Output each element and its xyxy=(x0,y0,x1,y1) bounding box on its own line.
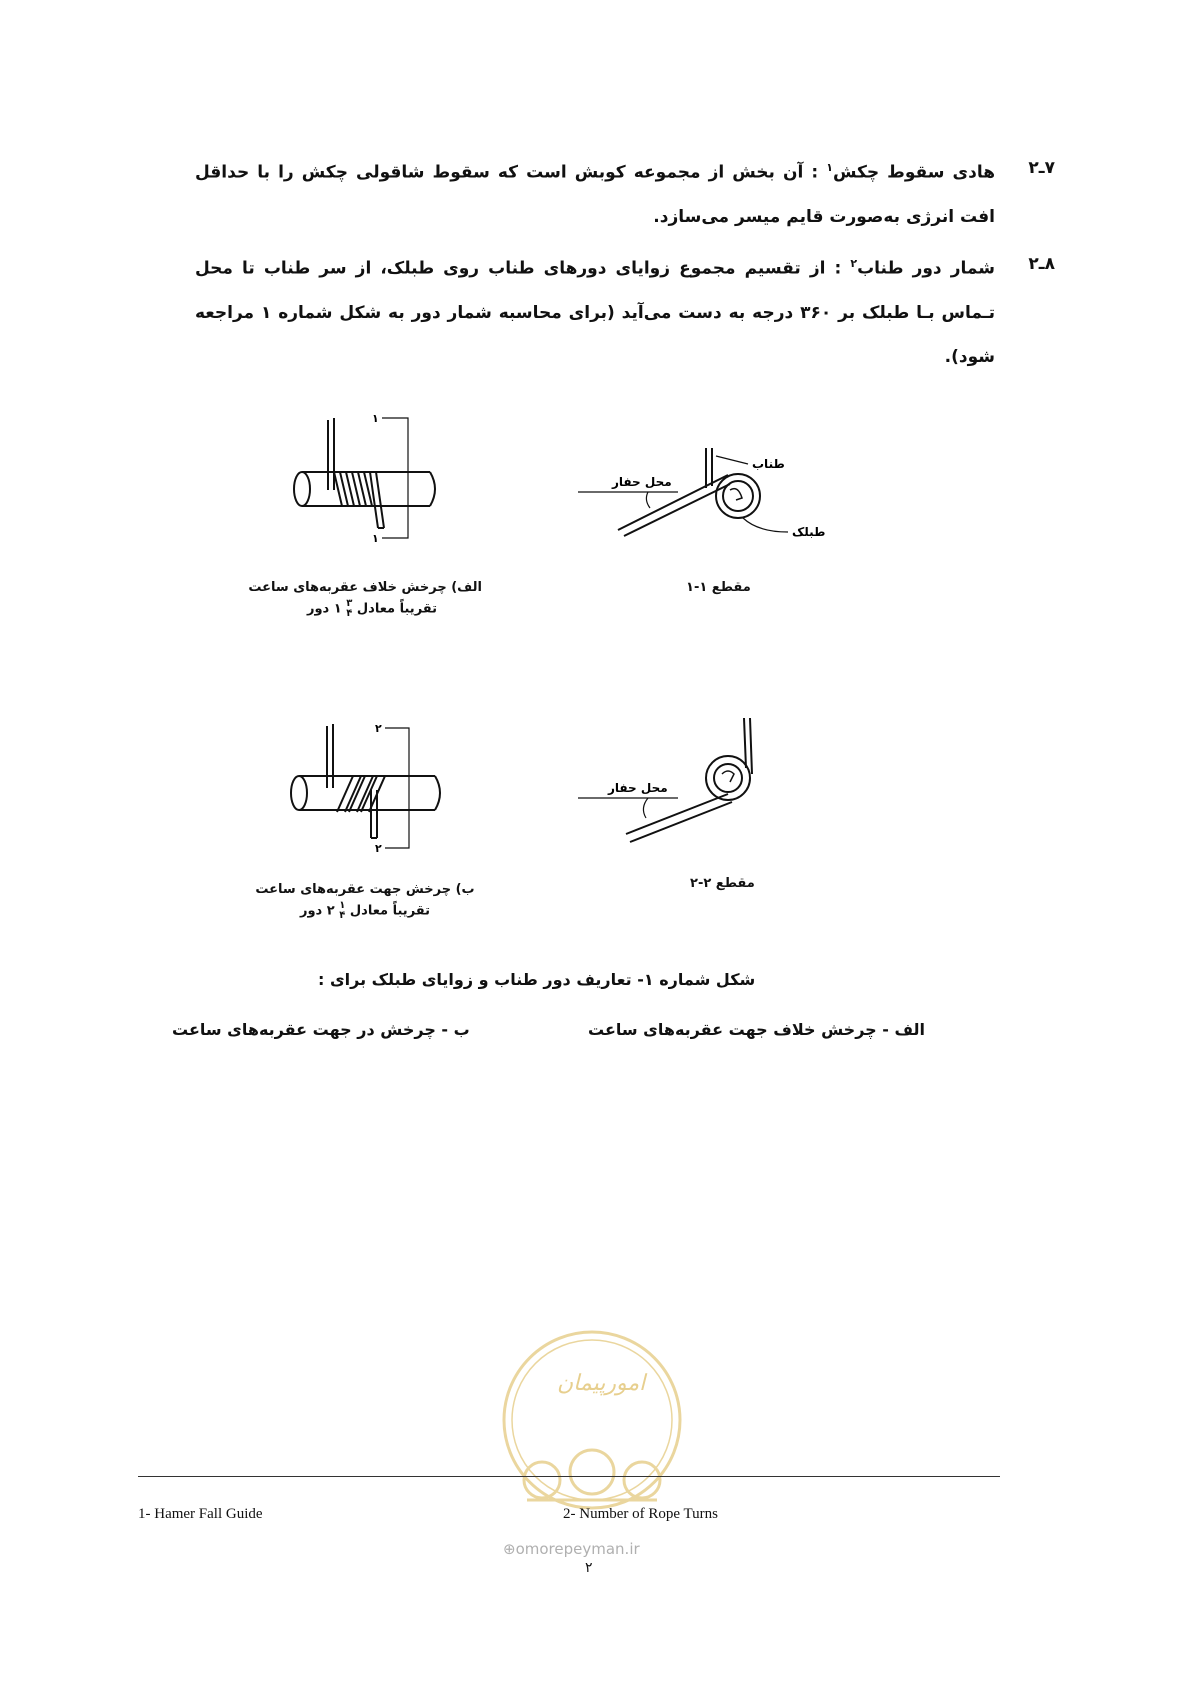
page-number: ۲ xyxy=(585,1560,593,1576)
section-number: ۷ـ۲ xyxy=(1028,158,1055,178)
globe-icon: ⊕ xyxy=(503,1540,516,1558)
figure-a-unit: دور xyxy=(306,601,330,617)
dig-label: محل حفار xyxy=(612,475,672,489)
watermark-logo xyxy=(497,1320,687,1535)
fraction-numerator: ۳ xyxy=(346,598,353,609)
figure-a-label-line1: الف) چرخش خلاف عقربه‌های ساعت xyxy=(248,580,482,595)
figure-a-fraction xyxy=(346,599,352,619)
figure-a-label-line2: تقریباً معادل xyxy=(356,601,438,617)
footnote-ref: ۱ xyxy=(826,161,833,174)
figure-a-section-view xyxy=(578,440,848,550)
definition-text: : آن بخش از مجموعه کوبش است که سقوط شاقولی چکش را با حداقل افت انرژی به‌صورت قایم میسر می‌سازد. xyxy=(195,162,995,227)
figure-caption: شکل شماره ۱- تعاریف دور طناب و زوایای طبلک برای : xyxy=(318,970,756,989)
watermark-logo-text: امورپیمان xyxy=(557,1371,646,1396)
figure-b-whole: ۲ xyxy=(326,903,335,919)
footnote-1: 1- Hamer Fall Guide xyxy=(138,1506,263,1522)
figure-b-label-line2: تقریباً معادل xyxy=(349,903,431,919)
term: هادی سقوط چکش xyxy=(832,162,995,183)
definition-hammer-fall-guide xyxy=(195,146,1055,239)
section-mark-top: ۱ xyxy=(372,412,379,425)
figure-a-label xyxy=(248,580,482,619)
figure-a-whole: ۱ xyxy=(333,601,342,617)
definition-rope-turns xyxy=(195,242,1055,379)
section-mark-top: ۲ xyxy=(375,722,382,735)
footnote-2: 2- Number of Rope Turns xyxy=(563,1506,719,1522)
figure-b-fraction xyxy=(339,901,345,921)
figure-b-unit: دور xyxy=(299,903,323,919)
footnote-ref: ۲ xyxy=(850,257,858,270)
fraction-denominator: ۴ xyxy=(346,608,353,619)
section-2-label: مقطع ۲-۲ xyxy=(690,876,755,891)
section-1-label: مقطع ۱-۱ xyxy=(686,580,751,595)
footnote-separator xyxy=(138,1476,1000,1477)
section-number: ۸ـ۲ xyxy=(1028,254,1055,274)
dig-label: محل حفار xyxy=(608,781,668,795)
drum-label: طبلک xyxy=(792,525,826,539)
figure-legend-b: ب - چرخش در جهت عقربه‌های ساعت xyxy=(172,1020,470,1039)
watermark-text xyxy=(503,1540,640,1558)
term: شمار دور طناب xyxy=(857,258,995,279)
figure-b-label-line1: ب) چرخش جهت عقربه‌های ساعت xyxy=(255,882,475,897)
figure-legend-a: الف - چرخش خلاف جهت عقربه‌های ساعت xyxy=(588,1020,926,1039)
figure-b-side-view xyxy=(285,720,455,870)
section-mark-bottom: ۱ xyxy=(372,532,379,545)
fraction-denominator: ۴ xyxy=(339,910,346,921)
fraction-numerator: ۱ xyxy=(339,900,346,911)
rope-label: طناب xyxy=(752,457,785,471)
watermark-url: omorepeyman.ir xyxy=(515,1540,640,1558)
figure-b-label xyxy=(240,882,490,921)
section-mark-bottom: ۲ xyxy=(375,842,382,855)
figure-a-side-view xyxy=(290,410,450,560)
definition-text: : از تقسیم مجموع زوایای دورهای طناب روی طبلک، از سر طناب تا محل تـماس بـا طبلک بر ۳۶۰ درجه به دست می‌آید (برای محاسبه شمار دور به شکل شماره ۱ مراجعه شود). xyxy=(195,258,995,367)
figure-b-section-view xyxy=(578,712,778,852)
